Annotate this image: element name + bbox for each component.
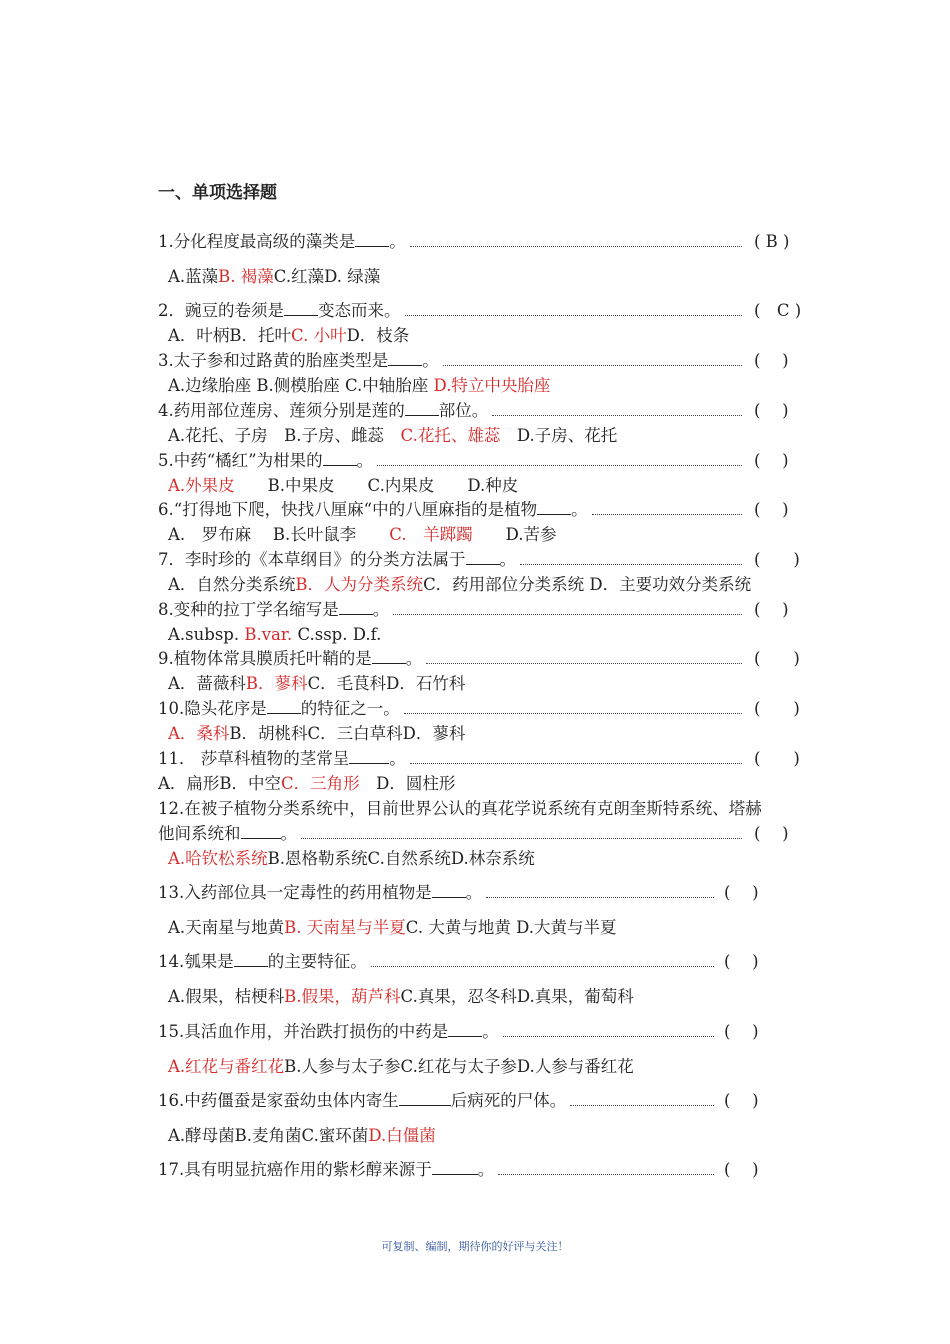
question-stem: 9.植物体常具膜质托叶鞘的是 bbox=[158, 649, 372, 668]
option-text[interactable]: A.天南星与地黄 bbox=[168, 918, 285, 937]
answer-blank[interactable] bbox=[432, 883, 466, 898]
question-stem: 1.分化程度最高级的藻类是 bbox=[158, 232, 356, 251]
answer-bracket: ( ) bbox=[754, 451, 789, 470]
option-text[interactable]: A．扁形B．中空 bbox=[158, 774, 282, 793]
option-text[interactable]: C.真果，忍冬科D.真果，葡萄科 bbox=[400, 987, 634, 1006]
option-text[interactable]: C.红藻D. 绿藻 bbox=[273, 267, 381, 286]
option-text[interactable]: A.边缘胎座 B.侧模胎座 C.中轴胎座 bbox=[168, 376, 434, 395]
answer-bracket: ( B ) bbox=[754, 232, 790, 251]
answer-bracket: ( ) bbox=[754, 500, 789, 519]
question-stem: 16.中药僵蚕是家蚕幼虫体内寄生 bbox=[158, 1091, 399, 1110]
dot-leader bbox=[498, 1162, 714, 1175]
question-15 bbox=[158, 1021, 759, 1043]
correct-option[interactable]: D.白僵菌 bbox=[368, 1126, 436, 1145]
options-4 bbox=[168, 425, 617, 447]
correct-option[interactable]: A.哈钦松系统 bbox=[168, 849, 268, 868]
option-text[interactable]: A.蓝藻 bbox=[168, 267, 219, 286]
answer-blank[interactable] bbox=[432, 1160, 478, 1175]
question-8 bbox=[158, 599, 789, 621]
correct-option[interactable]: A.外果皮 bbox=[168, 476, 235, 495]
answer-bracket: ( ) bbox=[724, 1022, 759, 1041]
correct-option[interactable]: C. 小叶 bbox=[291, 326, 347, 345]
question-12 bbox=[158, 798, 762, 820]
correct-option[interactable]: D.特立中央胎座 bbox=[433, 376, 551, 395]
correct-option[interactable]: A.红花与番红花 bbox=[168, 1057, 285, 1076]
option-text[interactable]: A．蔷薇科 bbox=[168, 674, 246, 693]
question-stem-tail: 。 bbox=[482, 1022, 499, 1041]
dot-leader bbox=[371, 954, 714, 967]
question-14 bbox=[158, 951, 759, 973]
question-stem-tail: 。 bbox=[356, 451, 374, 470]
question-stem: 4.药用部位莲房、莲须分别是莲的 bbox=[158, 401, 405, 420]
option-text[interactable]: B.恩格勒系统C.自然系统D.林奈系统 bbox=[267, 849, 535, 868]
correct-option[interactable]: B.var. bbox=[244, 625, 293, 644]
question-stem: 14.瓠果是 bbox=[158, 952, 234, 971]
answer-blank[interactable] bbox=[405, 401, 439, 416]
question-stem: 2．豌豆的卷须是 bbox=[158, 301, 284, 320]
question-stem-tail: 变态而来。 bbox=[318, 301, 401, 320]
option-text[interactable]: B．胡桃科C．三白草科D．蓼科 bbox=[229, 724, 466, 743]
dot-leader bbox=[443, 353, 742, 366]
question-13 bbox=[158, 882, 759, 904]
answer-bracket: ( ) bbox=[754, 699, 800, 718]
correct-option[interactable]: B. 天南星与半夏 bbox=[284, 918, 406, 937]
option-text[interactable]: A.subsp. bbox=[168, 625, 245, 644]
question-10 bbox=[158, 698, 800, 720]
answer-bracket: ( ) bbox=[754, 824, 789, 843]
correct-option[interactable]: A．桑科 bbox=[168, 724, 230, 743]
options-12 bbox=[168, 848, 535, 870]
option-text[interactable]: A. 罗布麻 B.长叶鼠李 bbox=[168, 525, 390, 544]
section-title: 一、单项选择题 bbox=[158, 183, 277, 203]
answer-blank[interactable] bbox=[372, 649, 406, 664]
question-stem: 10.隐头花序是 bbox=[158, 699, 267, 718]
correct-option[interactable]: C. 羊踯躅 bbox=[389, 525, 473, 544]
options-1 bbox=[168, 266, 380, 288]
options-10 bbox=[168, 723, 465, 745]
options-14 bbox=[168, 986, 634, 1008]
question-stem: 5.中药“橘红”为柑果的 bbox=[158, 451, 323, 470]
option-text[interactable]: C.ssp. D.f. bbox=[292, 625, 382, 644]
answer-blank[interactable] bbox=[339, 600, 373, 615]
options-15 bbox=[168, 1056, 634, 1078]
answer-blank[interactable] bbox=[349, 749, 389, 764]
answer-blank[interactable] bbox=[284, 301, 318, 316]
option-text[interactable]: B.人参与太子参C.红花与太子参D.人参与番红花 bbox=[284, 1057, 634, 1076]
option-text[interactable]: D.子房、花托 bbox=[500, 426, 618, 445]
question-4 bbox=[158, 400, 789, 422]
question-stem-tail: 。 bbox=[372, 600, 390, 619]
answer-bracket: ( ) bbox=[754, 351, 789, 370]
question-stem: 3.太子参和过路黄的胎座类型是 bbox=[158, 351, 389, 370]
question-1 bbox=[158, 231, 790, 253]
footer-note: 可复制、编制，期待你的好评与关注！ bbox=[381, 1240, 569, 1253]
question-2 bbox=[158, 300, 802, 322]
answer-bracket: ( ) bbox=[724, 1091, 759, 1110]
options-13 bbox=[168, 917, 616, 939]
option-text[interactable]: A．自然分类系统 bbox=[168, 575, 296, 594]
question-stem: 7．李时珍的《本草纲目》的分类方法属于 bbox=[158, 550, 466, 569]
options-11 bbox=[158, 773, 455, 795]
question-stem-tail: 。 bbox=[389, 749, 406, 768]
answer-blank[interactable] bbox=[234, 952, 268, 967]
question-stem: 12.在被子植物分类系统中，目前世界公认的真花学说系统有克朗奎斯特系统、塔赫 bbox=[158, 799, 762, 818]
option-text[interactable]: D．圆柱形 bbox=[359, 774, 456, 793]
question-stem-tail: 的特征之一。 bbox=[300, 699, 400, 718]
question-stem-tail: 部位。 bbox=[438, 401, 489, 420]
dot-leader bbox=[570, 1093, 714, 1106]
dot-leader bbox=[377, 453, 742, 466]
answer-blank[interactable] bbox=[537, 500, 571, 515]
correct-option[interactable]: C.花托、雄蕊 bbox=[400, 426, 501, 445]
option-text[interactable]: D.苦参 bbox=[472, 525, 557, 544]
dot-leader bbox=[393, 602, 742, 615]
question-stem-tail: 。 bbox=[422, 351, 439, 370]
question-stem: 11． 莎草科植物的茎常呈 bbox=[158, 749, 350, 768]
question-stem: 17.具有明显抗癌作用的紫杉醇来源于 bbox=[158, 1160, 432, 1179]
dot-leader bbox=[410, 751, 742, 764]
correct-option[interactable]: C．三角形 bbox=[281, 774, 360, 793]
answer-blank[interactable] bbox=[448, 1022, 482, 1037]
question-17 bbox=[158, 1159, 759, 1181]
options-8 bbox=[168, 624, 381, 646]
correct-option[interactable]: B. 褐藻 bbox=[218, 267, 274, 286]
correct-option[interactable]: B．人为分类系统 bbox=[295, 575, 424, 594]
question-stem: 13.入药部位具一定毒性的药用植物是 bbox=[158, 883, 432, 902]
correct-option[interactable]: B．蓼科 bbox=[245, 674, 308, 693]
dot-leader bbox=[301, 826, 742, 839]
option-text[interactable]: C. 大黄与地黄 D.大黄与半夏 bbox=[405, 918, 617, 937]
option-text[interactable]: A．叶柄B．托叶 bbox=[168, 326, 292, 345]
options-16 bbox=[168, 1125, 436, 1147]
question-11 bbox=[158, 748, 800, 770]
dot-leader bbox=[492, 403, 742, 416]
question-stem-tail: 。 bbox=[499, 550, 516, 569]
dot-leader bbox=[503, 1024, 714, 1037]
options-6 bbox=[168, 524, 556, 546]
dot-leader bbox=[404, 701, 742, 714]
option-text[interactable]: A.酵母菌B.麦角菌C.蜜环菌 bbox=[168, 1126, 369, 1145]
question-stem-tail: 。 bbox=[280, 824, 297, 843]
answer-blank[interactable] bbox=[355, 232, 389, 247]
question-stem-tail: 。 bbox=[405, 649, 423, 668]
question-stem: 8.变种的拉丁学名缩写是 bbox=[158, 600, 339, 619]
answer-bracket: ( ) bbox=[754, 401, 789, 420]
answer-blank[interactable] bbox=[241, 824, 281, 839]
question-12-line2 bbox=[158, 823, 789, 845]
question-stem-tail: 。 bbox=[571, 500, 588, 519]
options-9 bbox=[168, 673, 465, 695]
answer-bracket: ( ) bbox=[724, 883, 759, 902]
dot-leader bbox=[592, 502, 742, 515]
dot-leader bbox=[410, 234, 742, 247]
question-3 bbox=[158, 350, 789, 372]
options-2 bbox=[168, 325, 409, 347]
question-stem-tail: 。 bbox=[389, 232, 406, 251]
dot-leader bbox=[426, 651, 742, 664]
question-16 bbox=[158, 1090, 759, 1112]
answer-bracket: ( ) bbox=[754, 600, 789, 619]
correct-option[interactable]: B.假果，葫芦科 bbox=[284, 987, 401, 1006]
answer-blank[interactable] bbox=[399, 1091, 451, 1106]
option-text[interactable]: C．毛茛科D．石竹科 bbox=[307, 674, 466, 693]
answer-bracket: ( ) bbox=[754, 749, 800, 768]
options-3 bbox=[168, 375, 550, 397]
answer-bracket: ( ) bbox=[724, 1160, 759, 1179]
answer-bracket: ( ) bbox=[724, 952, 759, 971]
options-5 bbox=[168, 475, 518, 497]
answer-blank[interactable] bbox=[388, 351, 422, 366]
question-stem: 6.“打得地下爬，快找八厘麻“中的八厘麻指的是植物 bbox=[158, 500, 538, 519]
question-stem-tail: 后病死的尸体。 bbox=[450, 1091, 567, 1110]
answer-bracket: ( ) bbox=[754, 550, 800, 569]
question-stem: 15.具活血作用，并治跌打损伤的中药是 bbox=[158, 1022, 449, 1041]
question-stem-tail: 的主要特征。 bbox=[267, 952, 367, 971]
answer-bracket: ( ) bbox=[754, 649, 800, 668]
answer-bracket: ( C ) bbox=[754, 301, 802, 320]
answer-blank[interactable] bbox=[466, 550, 500, 565]
option-text[interactable]: A.花托、子房 B.子房、雌蕊 bbox=[168, 426, 401, 445]
question-7 bbox=[158, 549, 800, 571]
options-7 bbox=[168, 574, 751, 596]
question-stem-tail: 。 bbox=[465, 883, 483, 902]
question-9 bbox=[158, 648, 800, 670]
option-text[interactable]: D．枝条 bbox=[346, 326, 410, 345]
option-text[interactable]: C．药用部位分类系统 D．主要功效分类系统 bbox=[423, 575, 752, 594]
question-6 bbox=[158, 499, 789, 521]
answer-blank[interactable] bbox=[323, 451, 357, 466]
option-text[interactable]: A.假果，桔梗科 bbox=[168, 987, 285, 1006]
dot-leader bbox=[405, 303, 743, 316]
dot-leader bbox=[520, 552, 742, 565]
option-text[interactable]: B.中果皮 C.内果皮 D.种皮 bbox=[234, 476, 519, 495]
dot-leader bbox=[486, 885, 714, 898]
answer-blank[interactable] bbox=[267, 699, 301, 714]
question-5 bbox=[158, 450, 789, 472]
question-stem-tail: 。 bbox=[477, 1160, 495, 1179]
question-stem: 他间系统和 bbox=[158, 824, 241, 843]
